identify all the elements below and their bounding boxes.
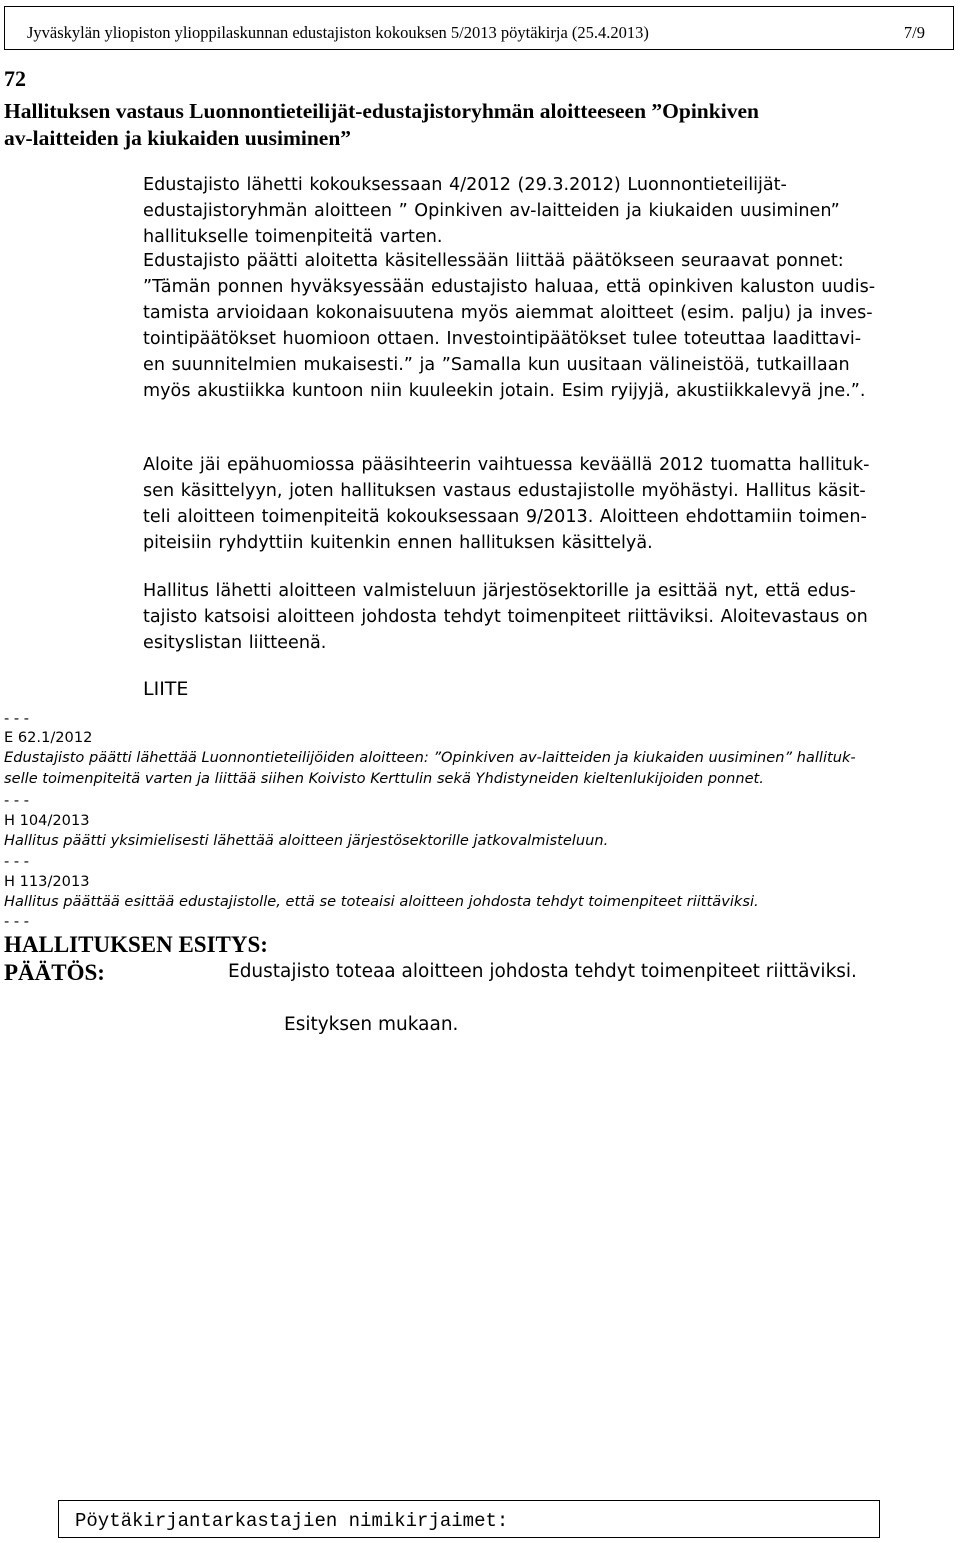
proposal-label: HALLITUKSEN ESITYS: bbox=[4, 932, 268, 957]
initials-label: Pöytäkirjantarkastajien nimikirjaimet: bbox=[75, 1510, 509, 1532]
attachment-label: LIITE bbox=[143, 678, 189, 700]
paragraph-line: Hallitus lähetti aloitteen valmisteluun järjestösektorille ja esittää nyt, että edus- bbox=[143, 581, 856, 601]
history-separator: - - - bbox=[4, 853, 30, 870]
decision-label: PÄÄTÖS: bbox=[4, 960, 105, 985]
history-text-h104: Hallitus päätti yksimielisesti lähettää aloitteen järjestösektorille jatkovalmisteluun. bbox=[4, 832, 609, 849]
paragraph-line: tamista arvioidaan kokonaisuutena myös aiemmat aloitteet (esim. palju) ja inves- bbox=[143, 303, 873, 323]
history-separator: - - - bbox=[4, 792, 30, 809]
history-text-line: selle toimenpiteitä varten ja liittää siihen Koivisto Kerttulin sekä Yhdistyneiden kieltenlukijoiden ponnet. bbox=[4, 770, 764, 787]
page-header bbox=[4, 6, 954, 50]
paragraph-line: ”Tämän ponnen hyväksyessään edustajisto haluaa, että opinkiven kaluston uudis- bbox=[143, 277, 876, 297]
paragraph-line: sen käsittelyyn, joten hallituksen vastaus edustajistolle myöhästyi. Hallitus käsit- bbox=[143, 481, 866, 501]
paragraph-line: edustajistoryhmän aloitteen ” Opinkiven av-laitteiden ja kiukaiden uusiminen” bbox=[143, 201, 840, 221]
history-text-e bbox=[4, 747, 954, 789]
decision-text: Esityksen mukaan. bbox=[284, 1014, 459, 1035]
initials-box bbox=[58, 1500, 880, 1538]
history-ref-h104: H 104/2013 bbox=[4, 812, 90, 829]
paragraph-line: esityslistan liitteenä. bbox=[143, 633, 327, 653]
item-number: 72 bbox=[4, 66, 26, 91]
page-number: 7/9 bbox=[903, 23, 925, 42]
history-text-line: Edustajisto päätti lähettää Luonnontieteilijöiden aloitteen: ”Opinkiven av-laitteiden ja kiukaiden uusiminen” hallituk- bbox=[4, 749, 856, 766]
proposal-text: Edustajisto toteaa aloitteen johdosta tehdyt toimenpiteet riittäviksi. bbox=[228, 961, 857, 982]
history-separator: - - - bbox=[4, 710, 30, 727]
paragraph-delay bbox=[143, 452, 955, 556]
history-ref-h113: H 113/2013 bbox=[4, 873, 90, 890]
paragraph-line: tajisto katsoisi aloitteen johdosta tehdyt toimenpiteet riittäviksi. Aloitevastaus on bbox=[143, 607, 868, 627]
paragraph-submission bbox=[143, 172, 955, 250]
paragraph-line: piteisiin ryhdyttiin kuitenkin ennen hallituksen käsittelyä. bbox=[143, 533, 653, 553]
paragraph-line: hallitukselle toimenpiteitä varten. bbox=[143, 227, 443, 247]
history-text-h113: Hallitus päättää esittää edustajistolle, että se toteaisi aloitteen johdosta tehdyt toimenpiteet riittäviksi. bbox=[4, 893, 759, 910]
paragraph-motions bbox=[143, 248, 955, 404]
paragraph-line: en suunnitelmien mukaisesti.” ja ”Samalla kun uusitaan välineistöä, tutkaillaan bbox=[143, 355, 850, 375]
header-title: Jyväskylän yliopiston ylioppilaskunnan edustajiston kokouksen 5/2013 pöytäkirja (25.4.2013) bbox=[27, 23, 649, 42]
paragraph-line: Edustajisto lähetti kokouksessaan 4/2012 (29.3.2012) Luonnontieteilijät- bbox=[143, 175, 787, 195]
item-title bbox=[4, 98, 944, 152]
paragraph-board-proposal bbox=[143, 578, 955, 656]
paragraph-line: Edustajisto päätti aloitetta käsitellessään liittää päätökseen seuraavat ponnet: bbox=[143, 251, 844, 271]
paragraph-line: Aloite jäi epähuomiossa pääsihteerin vaihtuessa keväällä 2012 tuomatta hallituk- bbox=[143, 455, 870, 475]
paragraph-line: teli aloitteen toimenpiteitä kokouksessaan 9/2013. Aloitteen ehdottamiin toimen- bbox=[143, 507, 867, 527]
history-separator: - - - bbox=[4, 913, 30, 930]
paragraph-line: myös akustiikka kuntoon niin kuuleekin jotain. Esim ryijyjä, akustiikkalevyä jne.”. bbox=[143, 381, 866, 401]
history-ref-e: E 62.1/2012 bbox=[4, 729, 93, 746]
item-title-line: av-laitteiden ja kiukaiden uusiminen” bbox=[4, 126, 352, 150]
paragraph-line: tointipäätökset huomioon ottaen. Investointipäätökset tulee toteuttaa laadittavi- bbox=[143, 329, 862, 349]
item-title-line: Hallituksen vastaus Luonnontieteilijät-edustajistoryhmän aloitteeseen ”Opinkiven bbox=[4, 99, 759, 123]
